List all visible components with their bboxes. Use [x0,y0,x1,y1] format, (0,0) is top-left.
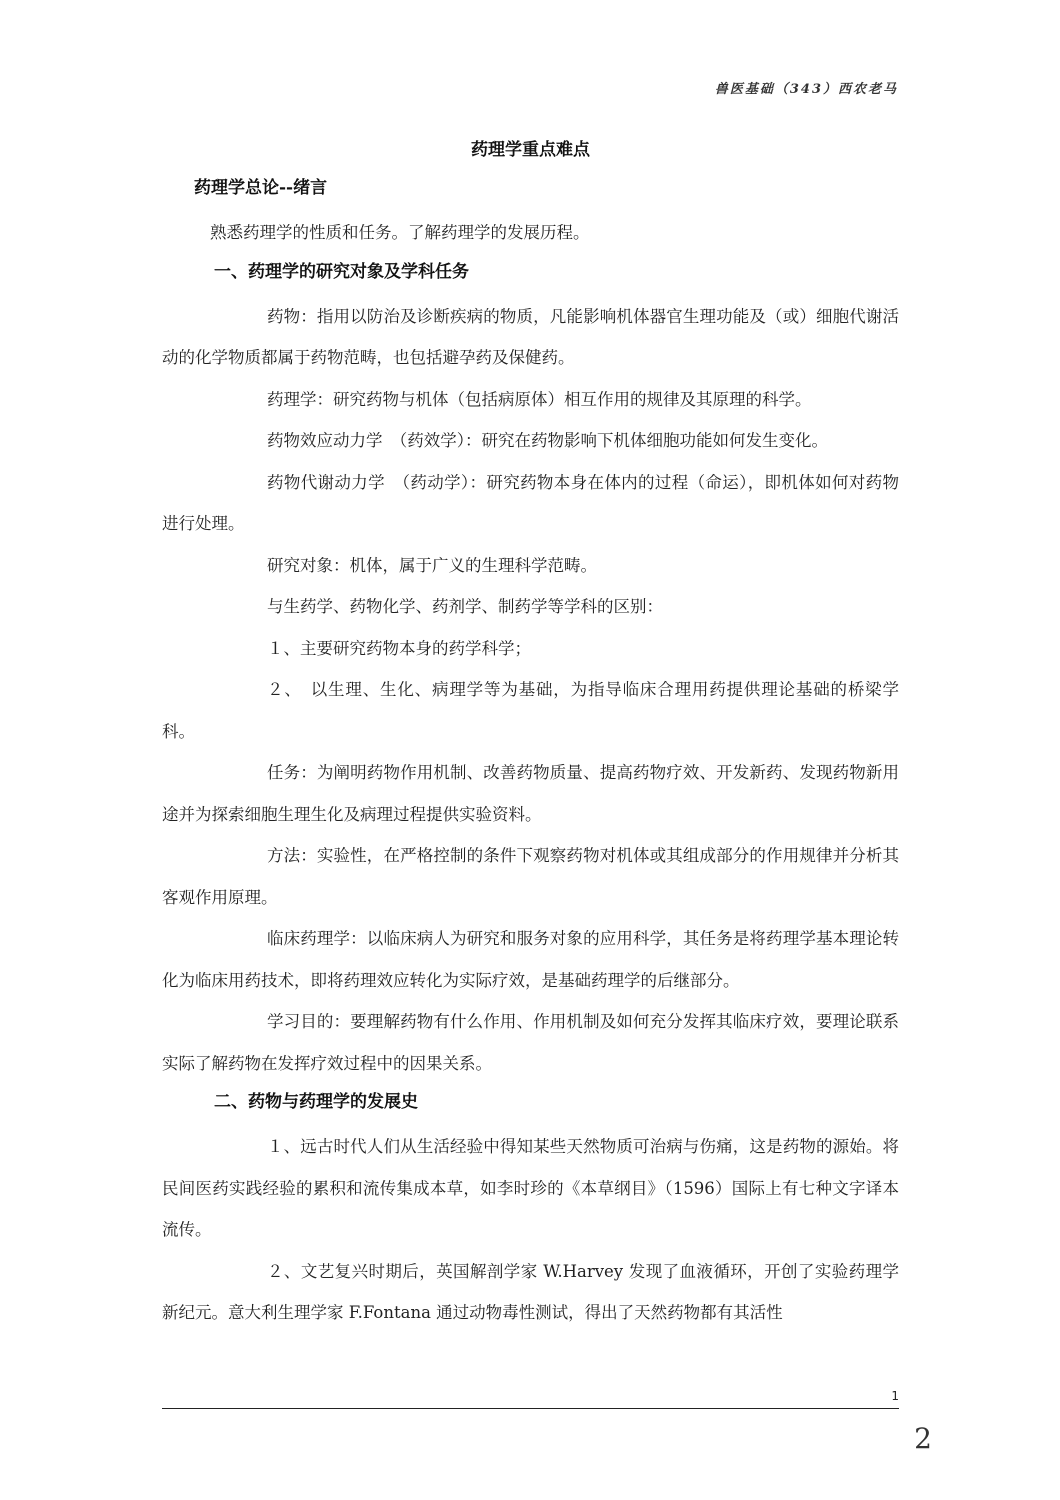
section-heading-intro: 药理学总论--绪言 [194,178,328,198]
paragraph: 学习目的：要理解药物有什么作用、作用机制及如何充分发挥其临床疗效，要理论联系实际了解药物在发挥疗效过程中的因果关系。 [162,1012,899,1073]
section-heading-2: 二、药物与药理学的发展史 [214,1092,418,1112]
paragraph: 药物代谢动力学 （药动学）：研究药物本身在体内的过程（命运），即机体如何对药物进行处理。 [162,472,899,533]
outer-page-number: 2 [914,1422,932,1455]
footer-divider [162,1408,899,1409]
paragraph: １、远古时代人们从生活经验中得知某些天然物质可治病与伤痛，这是药物的源始。将民间医药实践经验的累积和流传集成本草，如李时珍的《本草纲目》（1596）国际上有七种文字译本流传。 [162,1137,899,1239]
paragraph: 任务：为阐明药物作用机制、改善药物质量、提高药物疗效、开发新药、发现药物新用途并为探索细胞生理生化及病理过程提供实验资料。 [162,763,899,824]
paragraph: 与生药学、药物化学、药剂学、制药学等学科的区别： [267,597,663,616]
list-item: ２、 以生理、生化、病理学等为基础，为指导临床合理用药提供理论基础的桥梁学科。 [162,680,899,741]
header-text: 兽医基础（343）西农老马 [714,82,898,97]
paragraph: 熟悉药理学的性质和任务。了解药理学的发展历程。 [210,223,590,242]
paragraph: 药理学：研究药物与机体（包括病原体）相互作用的规律及其原理的科学。 [267,389,812,409]
paragraph: 药物效应动力学 （药效学）：研究在药物影响下机体细胞功能如何发生变化。 [267,431,828,450]
document-body [162,136,899,1334]
page-title: 药理学重点难点 [471,140,590,160]
paragraph: 研究对象：机体，属于广义的生理科学范畴。 [267,555,597,575]
list-item: １、主要研究药物本身的药学科学； [267,638,531,658]
paragraph: 临床药理学：以临床病人为研究和服务对象的应用科学，其任务是将药理学基本理论转化为临床用药技术，即将药理效应转化为实际疗效，是基础药理学的后继部分。 [162,929,899,990]
section-heading-1: 一、药理学的研究对象及学科任务 [214,261,469,282]
paragraph: ２、文艺复兴时期后，英国解剖学家 W.Harvey 发现了血液循环，开创了实验药理学新纪元。意大利生理学家 F.Fontana 通过动物毒性测试，得出了天然药物都有其活性 [162,1261,899,1322]
footer-page-number: 1 [891,1389,899,1403]
paragraph: 方法：实验性，在严格控制的条件下观察药物对机体或其组成部分的作用规律并分析其客观作用原理。 [162,846,899,907]
paragraph: 药物：指用以防治及诊断疾病的物质，凡能影响机体器官生理功能及（或）细胞代谢活动的化学物质都属于药物范畴，也包括避孕药及保健药。 [162,306,899,367]
